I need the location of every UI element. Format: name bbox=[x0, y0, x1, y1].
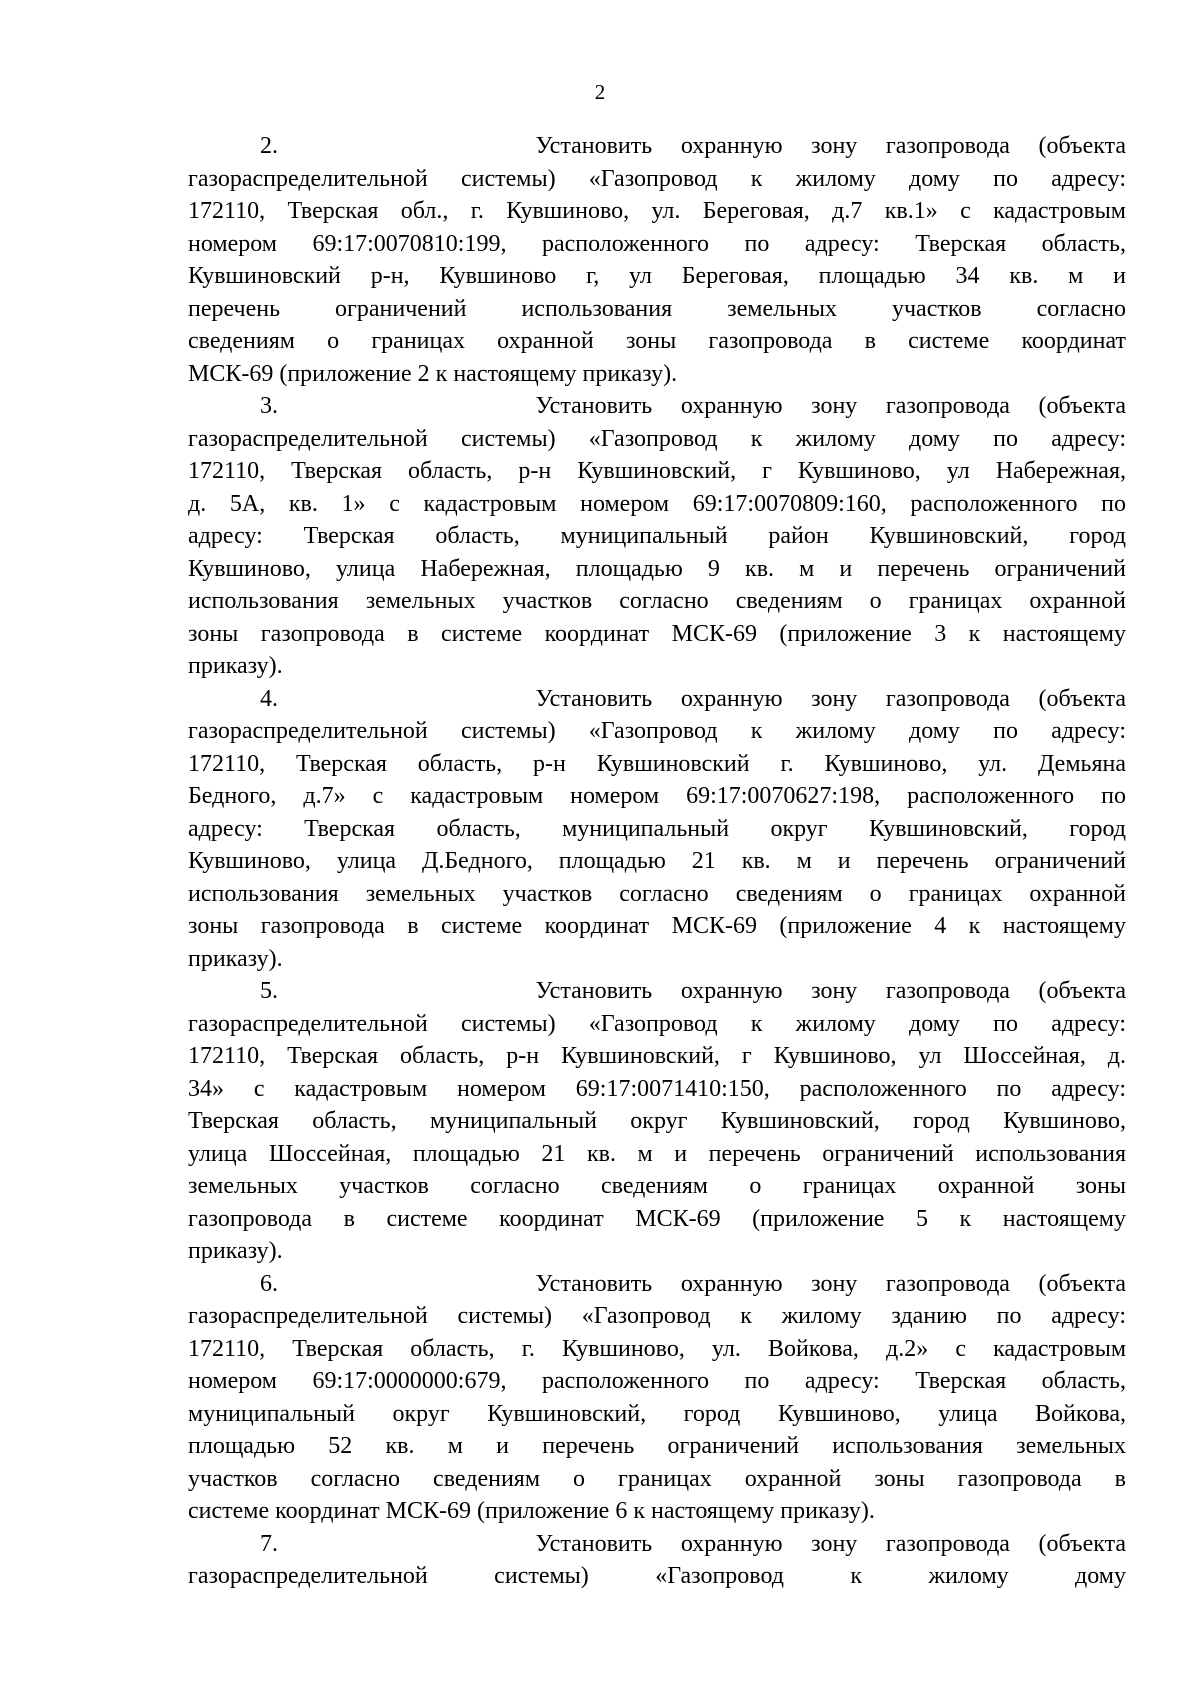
paragraph-line: 172110, Тверская область, р-н Кувшиновский, г Кувшиново, ул Набережная, bbox=[188, 458, 1126, 484]
paragraph-line: Кувшиново, улица Д.Бедного, площадью 21 кв. м и перечень ограничений bbox=[188, 848, 1126, 874]
paragraph-line: использования земельных участков согласно сведениям о границах охранной bbox=[188, 880, 1126, 907]
paragraph-line: д. 5А, кв. 1» с кадастровым номером 69:17:0070809:160, расположенного по bbox=[188, 490, 1126, 517]
document-body bbox=[188, 130, 1126, 1593]
paragraph-line: зоны газопровода в системе координат МСК-69 (приложение 3 к настоящему bbox=[188, 620, 1126, 647]
paragraph-line: Кувшиново, улица Набережная, площадью 9 кв. м и перечень ограничений bbox=[188, 555, 1126, 582]
paragraph-line: 5. Установить охранную зону газопровода (объекта bbox=[260, 978, 1126, 1004]
paragraph-line: Бедного, д.7» с кадастровым номером 69:17:0070627:198, расположенного по bbox=[188, 783, 1126, 809]
paragraph-line: 172110, Тверская область, г. Кувшиново, ул. Войкова, д.2» с кадастровым bbox=[188, 1335, 1126, 1362]
paragraph-line: газораспределительной системы) «Газопровод к жилому дому по адресу: bbox=[188, 718, 1126, 744]
paragraph-line: сведениям о границах охранной зоны газопровода в системе координат bbox=[188, 328, 1126, 354]
paragraph-line: приказу). bbox=[188, 653, 283, 679]
paragraph-line: использования земельных участков согласно сведениям о границах охранной bbox=[188, 588, 1126, 614]
paragraph-item-3 bbox=[188, 390, 1126, 683]
paragraph-line: номером 69:17:0000000:679, расположенного по адресу: Тверская область, bbox=[188, 1368, 1126, 1394]
paragraph-line: 172110, Тверская область, р-н Кувшиновский, г Кувшиново, ул Шоссейная, д. bbox=[188, 1043, 1126, 1069]
paragraph-line: 172110, Тверская область, р-н Кувшиновский г. Кувшиново, ул. Демьяна bbox=[188, 750, 1126, 777]
paragraph-item-2 bbox=[188, 130, 1126, 390]
paragraph-line: газораспределительной системы) «Газопровод к жилому дому по адресу: bbox=[188, 165, 1126, 192]
paragraph-line: газораспределительной системы) «Газопровод к жилому дому по адресу: bbox=[188, 1010, 1126, 1037]
paragraph-line: адресу: Тверская область, муниципальный район Кувшиновский, город bbox=[188, 523, 1126, 549]
paragraph-line: 172110, Тверская обл., г. Кувшиново, ул. Береговая, д.7 кв.1» с кадастровым bbox=[188, 198, 1126, 224]
paragraph-line: МСК-69 (приложение 2 к настоящему приказу). bbox=[188, 360, 678, 387]
paragraph-line: муниципальный округ Кувшиновский, город Кувшиново, улица Войкова, bbox=[188, 1400, 1126, 1427]
paragraph-line: газораспределительной системы) «Газопровод к жилому дому bbox=[188, 1563, 1126, 1589]
paragraph-line: номером 69:17:0070810:199, расположенного по адресу: Тверская область, bbox=[188, 230, 1126, 257]
paragraph-line: Тверская область, муниципальный округ Кувшиновский, город Кувшиново, bbox=[188, 1108, 1126, 1134]
paragraph-line: улица Шоссейная, площадью 21 кв. м и перечень ограничений использования bbox=[188, 1140, 1126, 1167]
paragraph-item-4 bbox=[188, 683, 1126, 976]
page-number: 2 bbox=[594, 80, 606, 104]
paragraph-line: участков согласно сведениям о границах охранной зоны газопровода в bbox=[188, 1465, 1126, 1492]
paragraph-line: приказу). bbox=[188, 1238, 283, 1264]
paragraph-item-7 bbox=[188, 1528, 1126, 1593]
paragraph-line: газопровода в системе координат МСК-69 (приложение 5 к настоящему bbox=[188, 1205, 1126, 1232]
paragraph-line: перечень ограничений использования земельных участков согласно bbox=[188, 295, 1126, 322]
paragraph-line: газораспределительной системы) «Газопровод к жилому дому по адресу: bbox=[188, 425, 1126, 452]
paragraph-line: адресу: Тверская область, муниципальный округ Кувшиновский, город bbox=[188, 815, 1126, 842]
paragraph-line: 6. Установить охранную зону газопровода (объекта bbox=[260, 1270, 1126, 1297]
paragraph-line: приказу). bbox=[188, 945, 283, 972]
paragraph-line: 2. Установить охранную зону газопровода (объекта bbox=[260, 133, 1126, 159]
paragraph-line: газораспределительной системы) «Газопровод к жилому зданию по адресу: bbox=[188, 1303, 1126, 1329]
paragraph-line: 34» с кадастровым номером 69:17:0071410:150, расположенного по адресу: bbox=[188, 1075, 1126, 1102]
paragraph-item-6 bbox=[188, 1268, 1126, 1528]
paragraph-line: 7. Установить охранную зону газопровода (объекта bbox=[260, 1530, 1126, 1557]
paragraph-line: зоны газопровода в системе координат МСК-69 (приложение 4 к настоящему bbox=[188, 913, 1126, 939]
paragraph-line: Кувшиновский р-н, Кувшиново г, ул Береговая, площадью 34 кв. м и bbox=[188, 263, 1126, 289]
paragraph-line: земельных участков согласно сведениям о границах охранной зоны bbox=[188, 1173, 1126, 1199]
paragraph-line: 4. Установить охранную зону газопровода (объекта bbox=[260, 685, 1126, 712]
paragraph-line: 3. Установить охранную зону газопровода (объекта bbox=[260, 393, 1126, 419]
paragraph-line: системе координат МСК-69 (приложение 6 к настоящему приказу). bbox=[188, 1498, 875, 1524]
paragraph-line: площадью 52 кв. м и перечень ограничений использования земельных bbox=[188, 1433, 1126, 1459]
paragraph-item-5 bbox=[188, 975, 1126, 1268]
